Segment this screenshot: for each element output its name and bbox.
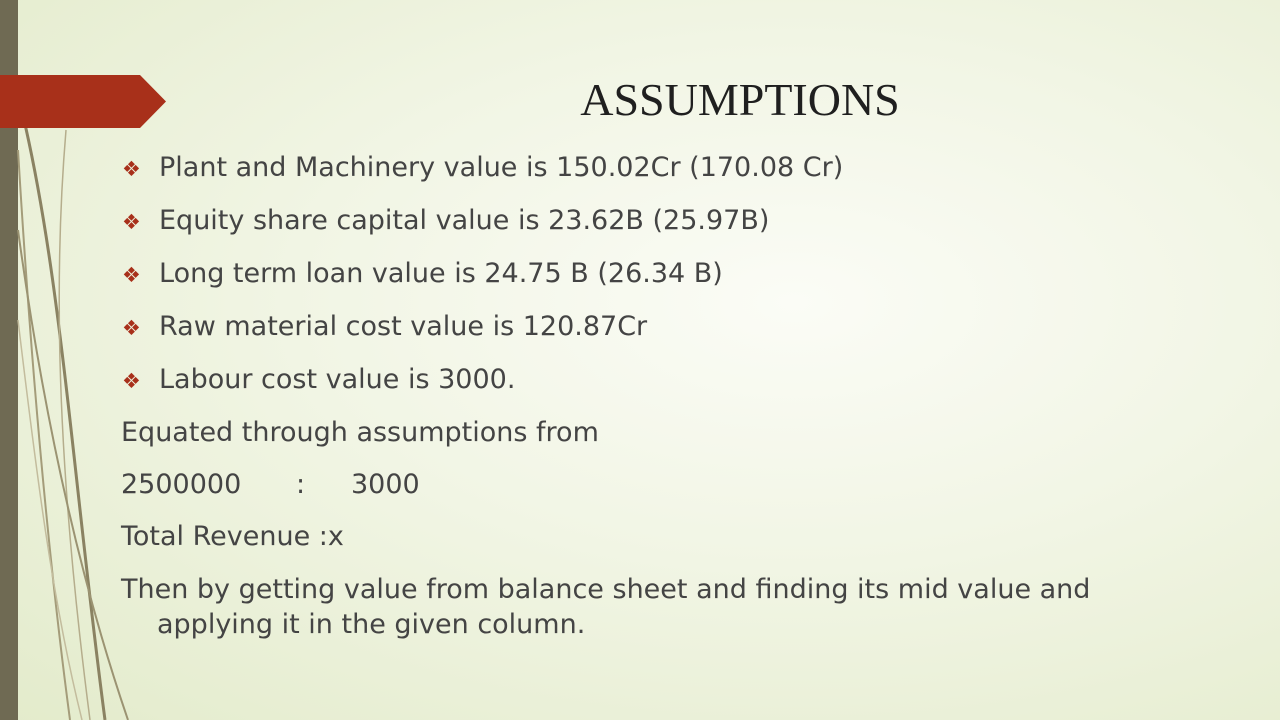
bullet-item (121, 363, 1181, 398)
bullet-text: Long term loan value is 24.75 B (26.34 B) (159, 258, 723, 289)
total-revenue-text: Total Revenue :x (121, 521, 344, 552)
bullet-item (121, 204, 1181, 239)
diamond-four-icon: ❖ (122, 157, 141, 181)
equated-text: Equated through assumptions from (121, 417, 599, 448)
ratio-left-value: 2500000 (121, 469, 242, 500)
slide-title: ASSUMPTIONS (580, 74, 900, 125)
diamond-four-icon: ❖ (122, 210, 141, 234)
ratio-line (121, 468, 1181, 502)
ratio-right-value: 3000 (351, 469, 420, 500)
diamond-four-icon: ❖ (122, 263, 141, 287)
slide-body (121, 151, 1181, 660)
diamond-four-icon: ❖ (122, 369, 141, 393)
bullet-item (121, 257, 1181, 292)
ratio-separator: : (296, 469, 306, 500)
bullet-text: Plant and Machinery value is 150.02Cr (170.08 Cr) (159, 152, 844, 183)
bullet-text: Labour cost value is 3000. (159, 364, 516, 395)
bullet-text: Equity share capital value is 23.62B (25.97B) (159, 205, 770, 236)
bullet-item (121, 310, 1181, 345)
diamond-four-icon: ❖ (122, 316, 141, 340)
closing-text: Then by getting value from balance sheet and finding its mid value and applying it in the given column. (121, 574, 1091, 640)
bullet-item (121, 151, 1181, 186)
bullet-text: Raw material cost value is 120.87Cr (159, 311, 648, 342)
